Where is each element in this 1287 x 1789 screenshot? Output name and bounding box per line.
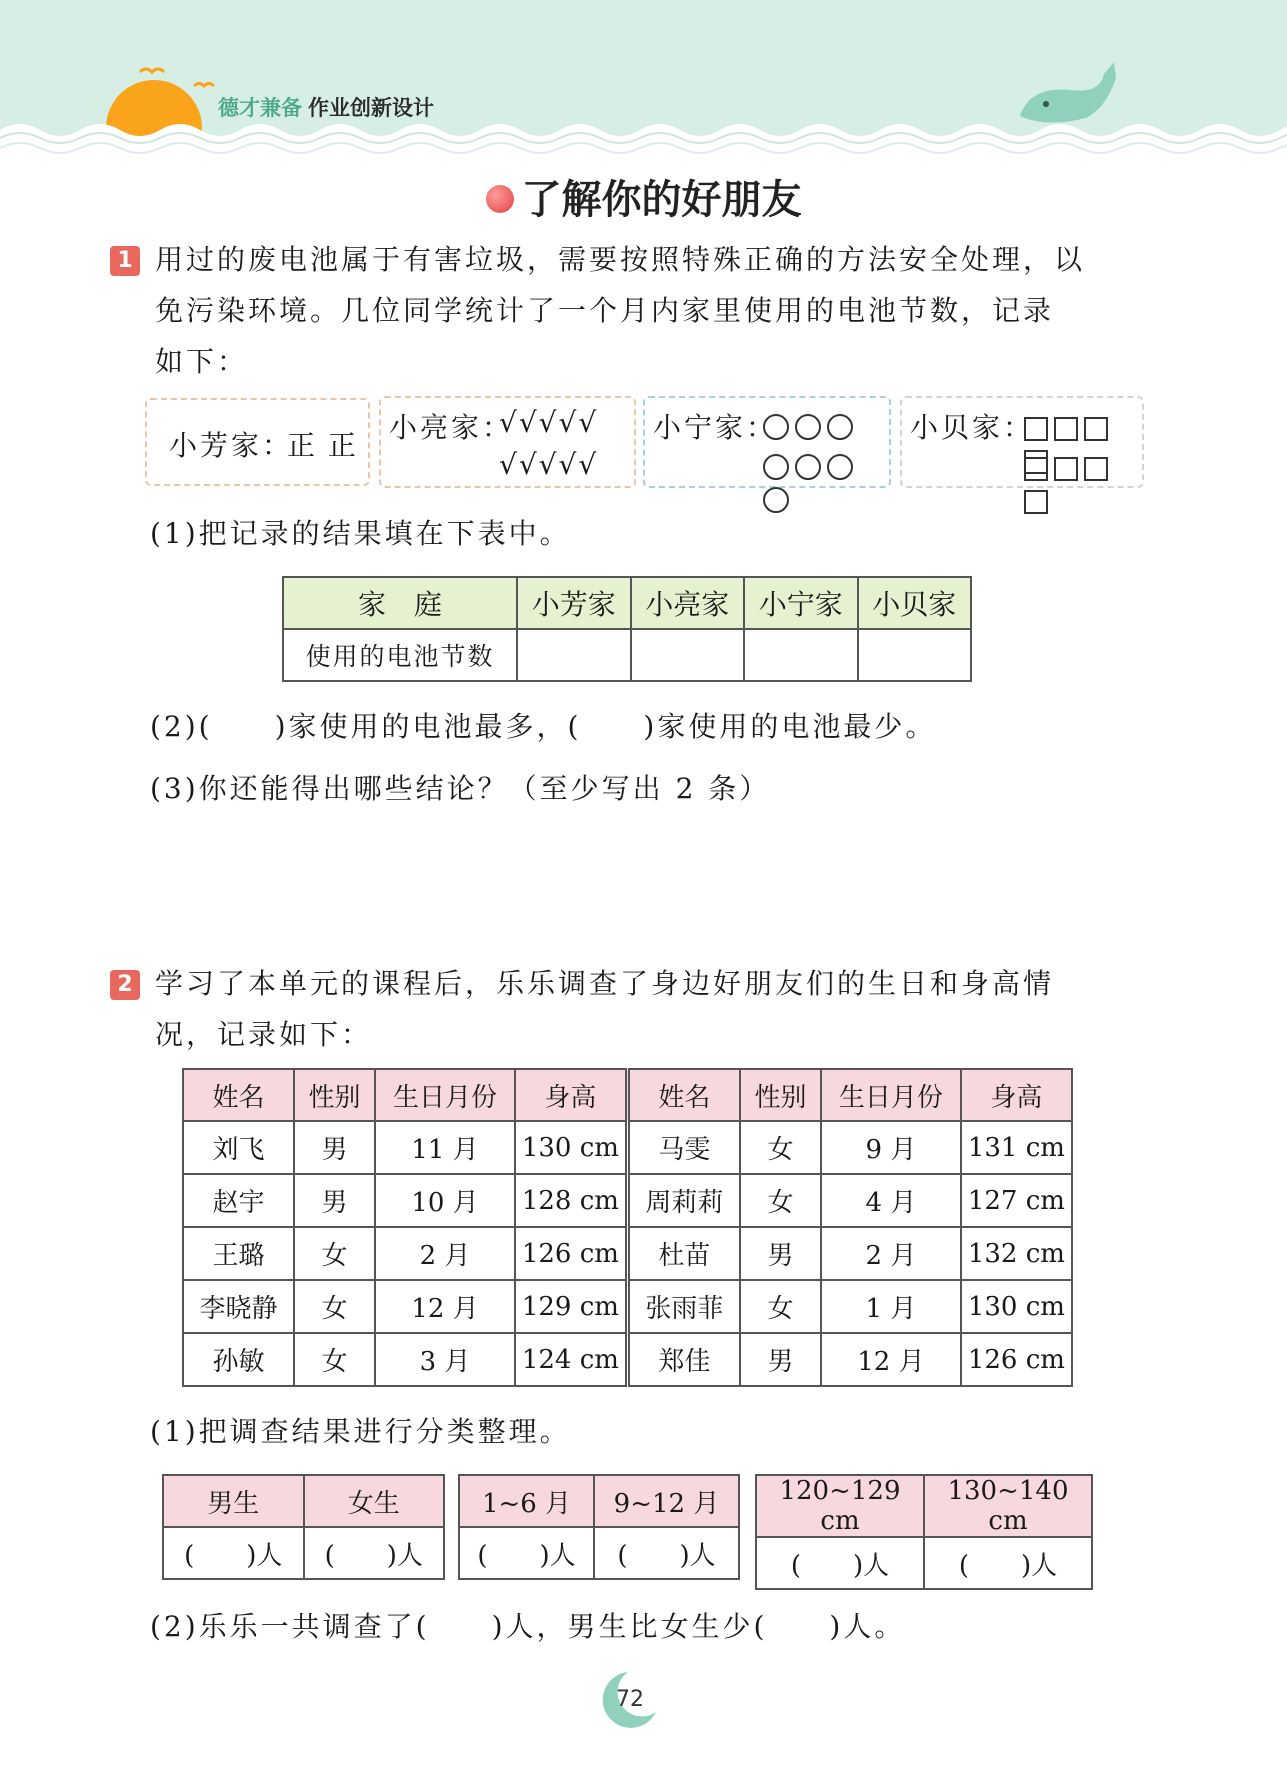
cell-month: 11 月 (375, 1121, 515, 1174)
cell-gender: 男 (740, 1227, 821, 1280)
cell-height: 126 cm (961, 1333, 1072, 1386)
class-table-gender (162, 1474, 445, 1580)
cell-gender: 女 (294, 1333, 375, 1386)
q1-intro-line: 用过的废电池属于有害垃圾，需要按照特殊正确的方法安全处理，以 (155, 243, 1086, 276)
cell-name: 孙敏 (183, 1333, 294, 1386)
cell-gender: 男 (294, 1174, 375, 1227)
check-marks: √√√√√ (499, 448, 599, 481)
cell-month: 12 月 (375, 1280, 515, 1333)
q1-sub2: (2)( )家使用的电池最多，( )家使用的电池最少。 (150, 710, 937, 743)
brand-sub: 作业创新设计 (308, 96, 434, 120)
square-icon (1084, 417, 1108, 441)
square-icon (1024, 457, 1048, 481)
cell-name: 杜苗 (627, 1227, 739, 1280)
cell-name: 周莉莉 (627, 1174, 739, 1227)
cell-name: 王璐 (183, 1227, 294, 1280)
record-box-xiaobei (900, 396, 1144, 488)
table-header-cell: 小贝家 (858, 577, 972, 629)
table-row (183, 1333, 1072, 1386)
cell-gender: 女 (740, 1121, 821, 1174)
page-title (0, 168, 1287, 225)
row-label: 使用的电池节数 (283, 629, 517, 681)
table-header-cell: 1~6 月 (459, 1475, 594, 1527)
class-table-month (458, 1474, 740, 1580)
brand-main: 德才兼备 (218, 96, 302, 120)
cell-month: 2 月 (375, 1227, 515, 1280)
cell-height: 128 cm (515, 1174, 628, 1227)
answer-blank[interactable]: ( )人 (304, 1527, 445, 1579)
record-label: 小贝家： (910, 411, 1035, 444)
record-box-xiaoning (643, 396, 891, 488)
circle-marks-row1 (763, 408, 859, 441)
cell-gender: 男 (740, 1333, 821, 1386)
answer-cell[interactable] (631, 629, 745, 681)
answer-cell[interactable] (744, 629, 858, 681)
answer-cell[interactable] (517, 629, 631, 681)
cell-month: 10 月 (375, 1174, 515, 1227)
record-label: 小亮家： (389, 411, 514, 444)
header-decoration (0, 0, 1287, 160)
cell-month: 2 月 (821, 1227, 961, 1280)
check-marks: √√√√√ (499, 406, 599, 439)
square-icon (1024, 490, 1048, 514)
cell-name: 张雨菲 (627, 1280, 739, 1333)
q2-intro (155, 958, 1155, 1060)
table-header-cell: 120~129 cm (756, 1475, 924, 1537)
q1-intro-line: 如下： (155, 345, 249, 378)
cell-name: 马雯 (627, 1121, 739, 1174)
cell-height: 130 cm (961, 1280, 1072, 1333)
table-header-cell: 小亮家 (631, 577, 745, 629)
tally-marks: 正 正 (287, 429, 358, 462)
answer-cell[interactable] (858, 629, 972, 681)
table-header-cell: 生日月份 (821, 1069, 961, 1121)
q1-sub3: (3)你还能得出哪些结论？（至少写出 2 条） (150, 772, 771, 805)
circle-icon (763, 487, 789, 513)
cell-height: 126 cm (515, 1227, 628, 1280)
circle-icon (827, 414, 853, 440)
page-number: 72 (616, 1687, 644, 1712)
question-number-2: 2 (110, 970, 140, 1000)
cell-gender: 男 (294, 1121, 375, 1174)
bird-icon (140, 69, 164, 72)
header-band (0, 0, 1287, 140)
answer-blank[interactable]: ( )人 (756, 1537, 924, 1589)
cell-gender: 女 (740, 1174, 821, 1227)
cell-name: 赵宇 (183, 1174, 294, 1227)
square-marks-row2 (1024, 450, 1142, 516)
page-title-text: 了解你的好朋友 (521, 177, 802, 223)
cell-name: 刘飞 (183, 1121, 294, 1174)
cell-month: 9 月 (821, 1121, 961, 1174)
table-header-cell: 女生 (304, 1475, 445, 1527)
cell-name: 李晓静 (183, 1280, 294, 1333)
table-header-cell: 生日月份 (375, 1069, 515, 1121)
record-box-xiaoliang (379, 396, 636, 488)
square-icon (1084, 457, 1108, 481)
q1-sub1: (1)把记录的结果填在下表中。 (150, 517, 571, 550)
table-header-cell: 姓名 (627, 1069, 739, 1121)
class-table-height (755, 1474, 1093, 1590)
cell-name: 郑佳 (627, 1333, 739, 1386)
title-bullet-icon (486, 185, 514, 213)
brand (218, 92, 434, 122)
square-icon (1054, 417, 1078, 441)
q2-intro-line: 况，记录如下： (155, 1018, 373, 1051)
record-box-xiaofang (145, 398, 370, 486)
cell-gender: 女 (294, 1227, 375, 1280)
cell-gender: 女 (740, 1280, 821, 1333)
table-row (183, 1280, 1072, 1333)
cell-height: 127 cm (961, 1174, 1072, 1227)
record-label: 小芳家： (169, 429, 294, 462)
cell-height: 129 cm (515, 1280, 628, 1333)
q2-intro-line: 学习了本单元的课程后，乐乐调查了身边好朋友们的生日和身高情 (155, 967, 1055, 1000)
cell-height: 132 cm (961, 1227, 1072, 1280)
table-row (183, 1174, 1072, 1227)
record-label: 小宁家： (653, 411, 778, 444)
cell-height: 131 cm (961, 1121, 1072, 1174)
table-header-cell: 小宁家 (744, 577, 858, 629)
answer-blank[interactable]: ( )人 (924, 1537, 1092, 1589)
table-header-cell: 身高 (961, 1069, 1072, 1121)
circle-icon (763, 414, 789, 440)
cell-height: 124 cm (515, 1333, 628, 1386)
table-header-cell: 家 庭 (283, 577, 517, 629)
q1-intro-line: 免污染环境。几位同学统计了一个月内家里使用的电池节数，记录 (155, 294, 1055, 327)
square-icon (1054, 457, 1078, 481)
answer-blank[interactable]: ( )人 (459, 1527, 594, 1579)
battery-table (282, 576, 972, 682)
table-header-cell: 身高 (515, 1069, 628, 1121)
q1-intro (155, 234, 1155, 387)
cell-month: 12 月 (821, 1333, 961, 1386)
table-header-cell: 性别 (740, 1069, 821, 1121)
circle-icon (763, 454, 789, 480)
table-header-cell: 小芳家 (517, 577, 631, 629)
circle-icon (795, 414, 821, 440)
table-header-cell: 9~12 月 (594, 1475, 739, 1527)
q2-sub2: (2)乐乐一共调查了( )人，男生比女生少( )人。 (150, 1610, 906, 1643)
cell-month: 4 月 (821, 1174, 961, 1227)
cell-gender: 女 (294, 1280, 375, 1333)
friends-table (182, 1068, 1073, 1387)
answer-blank[interactable]: ( )人 (163, 1527, 304, 1579)
table-row (183, 1227, 1072, 1280)
table-header-cell: 姓名 (183, 1069, 294, 1121)
cell-month: 1 月 (821, 1280, 961, 1333)
table-header-cell: 男生 (163, 1475, 304, 1527)
answer-blank[interactable]: ( )人 (594, 1527, 739, 1579)
table-row (183, 1121, 1072, 1174)
table-header-cell: 性别 (294, 1069, 375, 1121)
cell-month: 3 月 (375, 1333, 515, 1386)
circle-icon (795, 454, 821, 480)
whale-icon (1020, 62, 1116, 123)
table-header-cell: 130~140 cm (924, 1475, 1092, 1537)
circle-icon (827, 454, 853, 480)
question-number-1: 1 (110, 246, 140, 276)
cell-height: 130 cm (515, 1121, 628, 1174)
bird-icon (194, 84, 214, 87)
square-icon (1024, 417, 1048, 441)
q2-sub1: (1)把调查结果进行分类整理。 (150, 1415, 571, 1448)
circle-marks-row2 (763, 448, 889, 514)
